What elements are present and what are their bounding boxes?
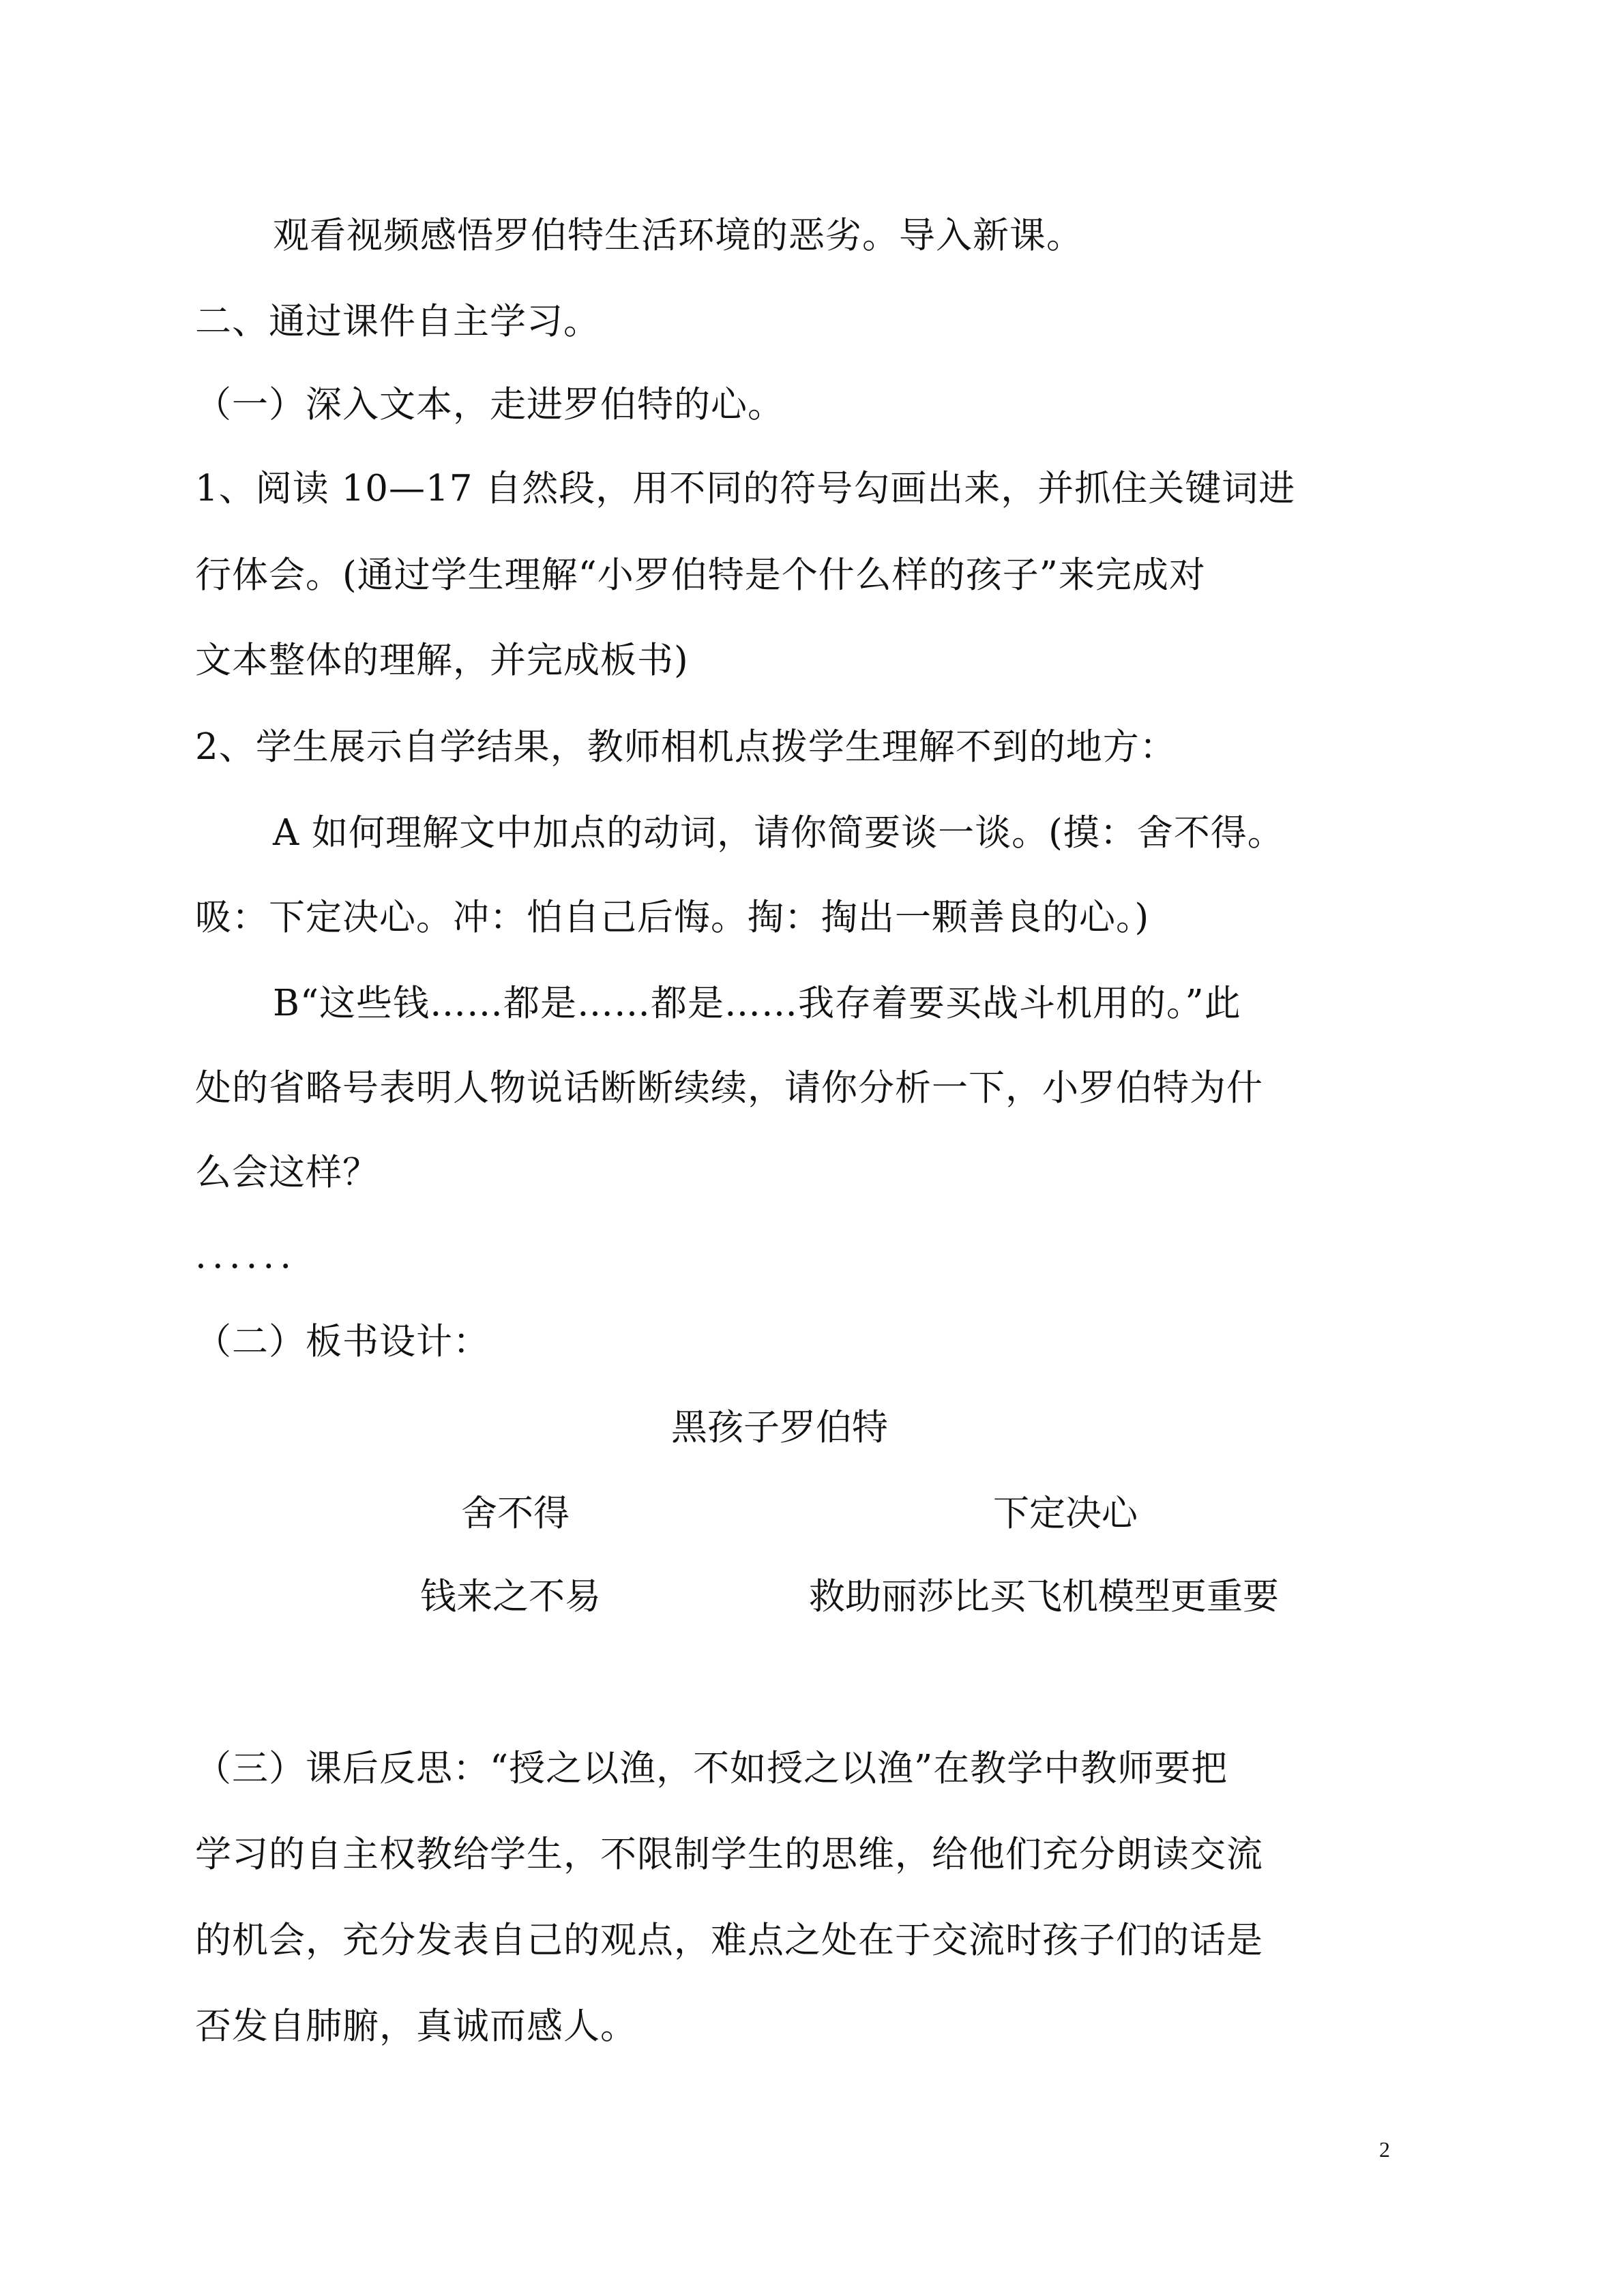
reflection-line2: 学习的自主权教给学生，不限制学生的思维，给他们充分朗读交流 xyxy=(195,1834,1263,1875)
paragraph-b-line2: 处的省略号表明人物说话断断续续，请你分析一下，小罗伯特为什 xyxy=(195,1067,1263,1109)
ellipsis-dots: ...... xyxy=(195,1235,297,1277)
paragraph-a-line2: 吸：下定决心。冲：怕自己后悔。掏：掏出一颗善良的心。) xyxy=(195,897,1150,938)
paragraph-b-line1: B“这些钱……都是……都是……我存着要买战斗机用的。”此 xyxy=(273,983,1241,1024)
board-right-top: 下定决心 xyxy=(993,1493,1138,1534)
reflection-line4: 否发自肺腑，真诚而感人。 xyxy=(195,2006,637,2047)
page-number: 2 xyxy=(1379,2137,1390,2162)
paragraph-1-line3: 文本整体的理解，并完成板书) xyxy=(195,640,689,681)
board-title: 黑孩子罗伯特 xyxy=(671,1407,888,1448)
section-heading-2: 二、通过课件自主学习。 xyxy=(195,301,600,342)
paragraph-1-line2: 行体会。(通过学生理解“小罗伯特是个什么样的孩子”来完成对 xyxy=(195,554,1206,596)
subsection-heading-1: （一）深入文本，走进罗伯特的心。 xyxy=(195,384,784,426)
board-right-bottom: 救助丽莎比买飞机模型更重要 xyxy=(809,1576,1279,1617)
paragraph-1-line1: 1、阅读 10—17 自然段，用不同的符号勾画出来，并抓住关键词进 xyxy=(195,468,1296,509)
paragraph-b-line3: 么会这样？ xyxy=(195,1152,379,1193)
paragraph-intro: 观看视频感悟罗伯特生活环境的恶劣。导入新课。 xyxy=(273,215,1083,256)
paragraph-a-line1: A 如何理解文中加点的动词，请你简要谈一谈。(摸：舍不得。 xyxy=(273,812,1284,854)
reflection-line1: （三）课后反思：“授之以渔，不如授之以渔”在教学中教师要把 xyxy=(195,1748,1228,1789)
paragraph-2: 2、学生展示自学结果，教师相机点拨学生理解不到的地方： xyxy=(195,726,1177,768)
board-left-bottom: 钱来之不易 xyxy=(420,1576,601,1617)
reflection-line3: 的机会，充分发表自己的观点，难点之处在于交流时孩子们的话是 xyxy=(195,1920,1263,1961)
board-left-top: 舍不得 xyxy=(461,1493,570,1534)
subsection-heading-2: （二）板书设计： xyxy=(195,1321,490,1362)
